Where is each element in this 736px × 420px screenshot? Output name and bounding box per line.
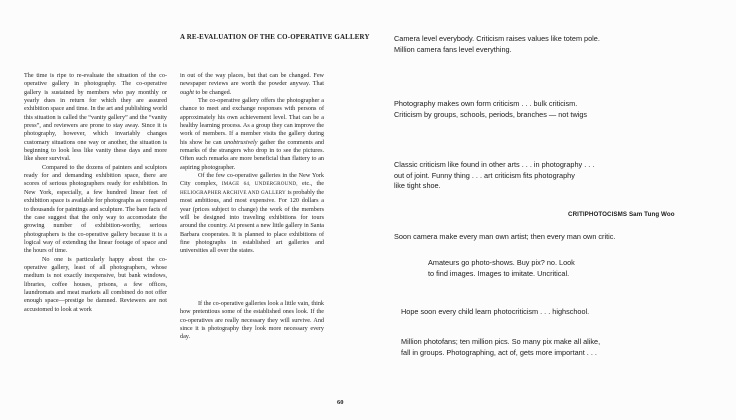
paragraph: The time is ripe to re-evaluate the situation of the co-operative gallery in photography. The co-operative gallery is sustained by members who pay monthly or yearly dues in return for which they are assured exhibition space and time. In the art and publishing world this situation is called the “vanity gallery” and the “vanity press”, and reviewers are prone to stay away. Since it is photography, however, which invariably changes customary situations one way or another, the situation is beginning to look less like vanity these days and more like sheer survival. xyxy=(24,73,167,163)
text-line: Million camera fans level everything. xyxy=(394,44,512,54)
text-line: Criticism by groups, schools, periods, branches — not twigs xyxy=(394,109,588,119)
text-run: gather the comments and remarks of the strangers who drop in to see the pictures. Often such remarks are more beneficial than flattery to an aspiring photographer. xyxy=(180,139,324,171)
aphorism-block xyxy=(394,160,594,192)
article-column-1 xyxy=(24,72,167,314)
emphasis: ought xyxy=(180,89,194,96)
text-line: fall in groups. Photographing, act of, gets more important . . . xyxy=(401,347,597,357)
aphorism-block xyxy=(394,34,600,55)
byline: CRITIPHOTOCISMS Sam Tung Woo xyxy=(568,211,675,218)
aphorism-block xyxy=(394,99,587,120)
gallery-name: IMAGE 64, UNDERGROUND, xyxy=(221,181,298,188)
paragraph xyxy=(180,97,324,172)
paragraph xyxy=(180,72,324,97)
text-run: Of the few co-operative galleries in the New York City complex, xyxy=(180,173,324,188)
paragraph: Compared to the dozens of painters and sculptors ready for and demanding exhibition space, there are scores of serious photographers ready for exhibition. In New York, especially, a few hundred linear feet of exhibition space is available for photographs as compared to thousands for paintings and sculpture. The bare facts of the case suggest that the only way to accomodate the growing number of exhibition-worthy, serious photographers is the co-operative gallery because it is a logical way of extending the linear footage of space and the hours of time. xyxy=(24,164,167,255)
text-run: in out of the way places, but that can be changed. Few newspaper reviews are worth the powder anyway. That xyxy=(180,73,324,88)
text-line: Hope soon every child learn photocriticism . . . highschool. xyxy=(401,307,590,316)
text-line: to find images. Images to imitate. Uncritical. xyxy=(428,268,570,278)
text-line: Photography makes own form criticism . . . bulk criticism. xyxy=(394,99,578,108)
aphorism-block xyxy=(394,232,615,243)
article-column-2 xyxy=(180,72,324,256)
paragraph xyxy=(180,172,324,255)
gallery-name: HELIOGRAPHER ARCHIVE AND GALLERY xyxy=(180,189,286,196)
text-line: Amateurs go photo-shows. Buy pix? no. Look xyxy=(428,258,575,267)
paragraph: If the co-operative galleries look a little vain, think how pretentious some of the established ones look. If the co-operatives are really necessary they will survive. And since it is photography they look more necessary every day. xyxy=(180,301,324,341)
text-line: Camera level everybody. Criticism raises values like totem pole. xyxy=(394,34,600,43)
page-number: 60 xyxy=(337,399,344,406)
right-page xyxy=(368,0,736,420)
article-title: A RE-EVALUATION OF THE CO-OPERATIVE GALLERY xyxy=(180,34,370,41)
text-line: out of joint. Funny thing . . . art criticism fits photography xyxy=(394,170,575,180)
text-line: like tight shoe. xyxy=(394,181,441,191)
text-line: Soon camera make every man own artist; then every man own critic. xyxy=(394,232,616,241)
text-run: etc., the xyxy=(302,181,324,188)
aphorism-block xyxy=(428,258,575,279)
text-run: The co-operative gallery offers the photographer a chance to meet and exchange responses with persons of approximately his own achievement level. That can be a healthy learning process. As a group they can improve the work of members. If a member visits the gallery during his show he can xyxy=(180,98,324,146)
text-run: is probably the most ambitious, and most expensive. For 120 dollars a year (prices subject to change) the work of the members will be designed into traveling exhibitions for tours around the country. At present a new little gallery in Santa Barbara cooperates. It is planned to place exhibitions of fine photographs in established art galleries and universities all over the states. xyxy=(180,189,325,255)
text-line: Million photofans; ten million pics. So many pix make all alike, xyxy=(401,337,601,346)
paragraph: No one is particularly happy about the co-operative gallery, least of all photographers, whose medium is not exactly inexpensive, but bank windows, libraries, coffee houses, prisons, a few offices, laundromats and meat markets all combined do not offer enough space—prestige be damned. Reviewers are not accustomed to look at work xyxy=(24,256,167,313)
text-run: to be changed. xyxy=(195,89,232,96)
aphorism-block xyxy=(401,307,589,318)
aphorism-block xyxy=(401,337,600,358)
article-column-2-end xyxy=(180,300,324,342)
text-line: Classic criticism like found in other arts . . . in photography . . . xyxy=(394,160,595,169)
emphasis: unobtrusively xyxy=(224,139,258,146)
